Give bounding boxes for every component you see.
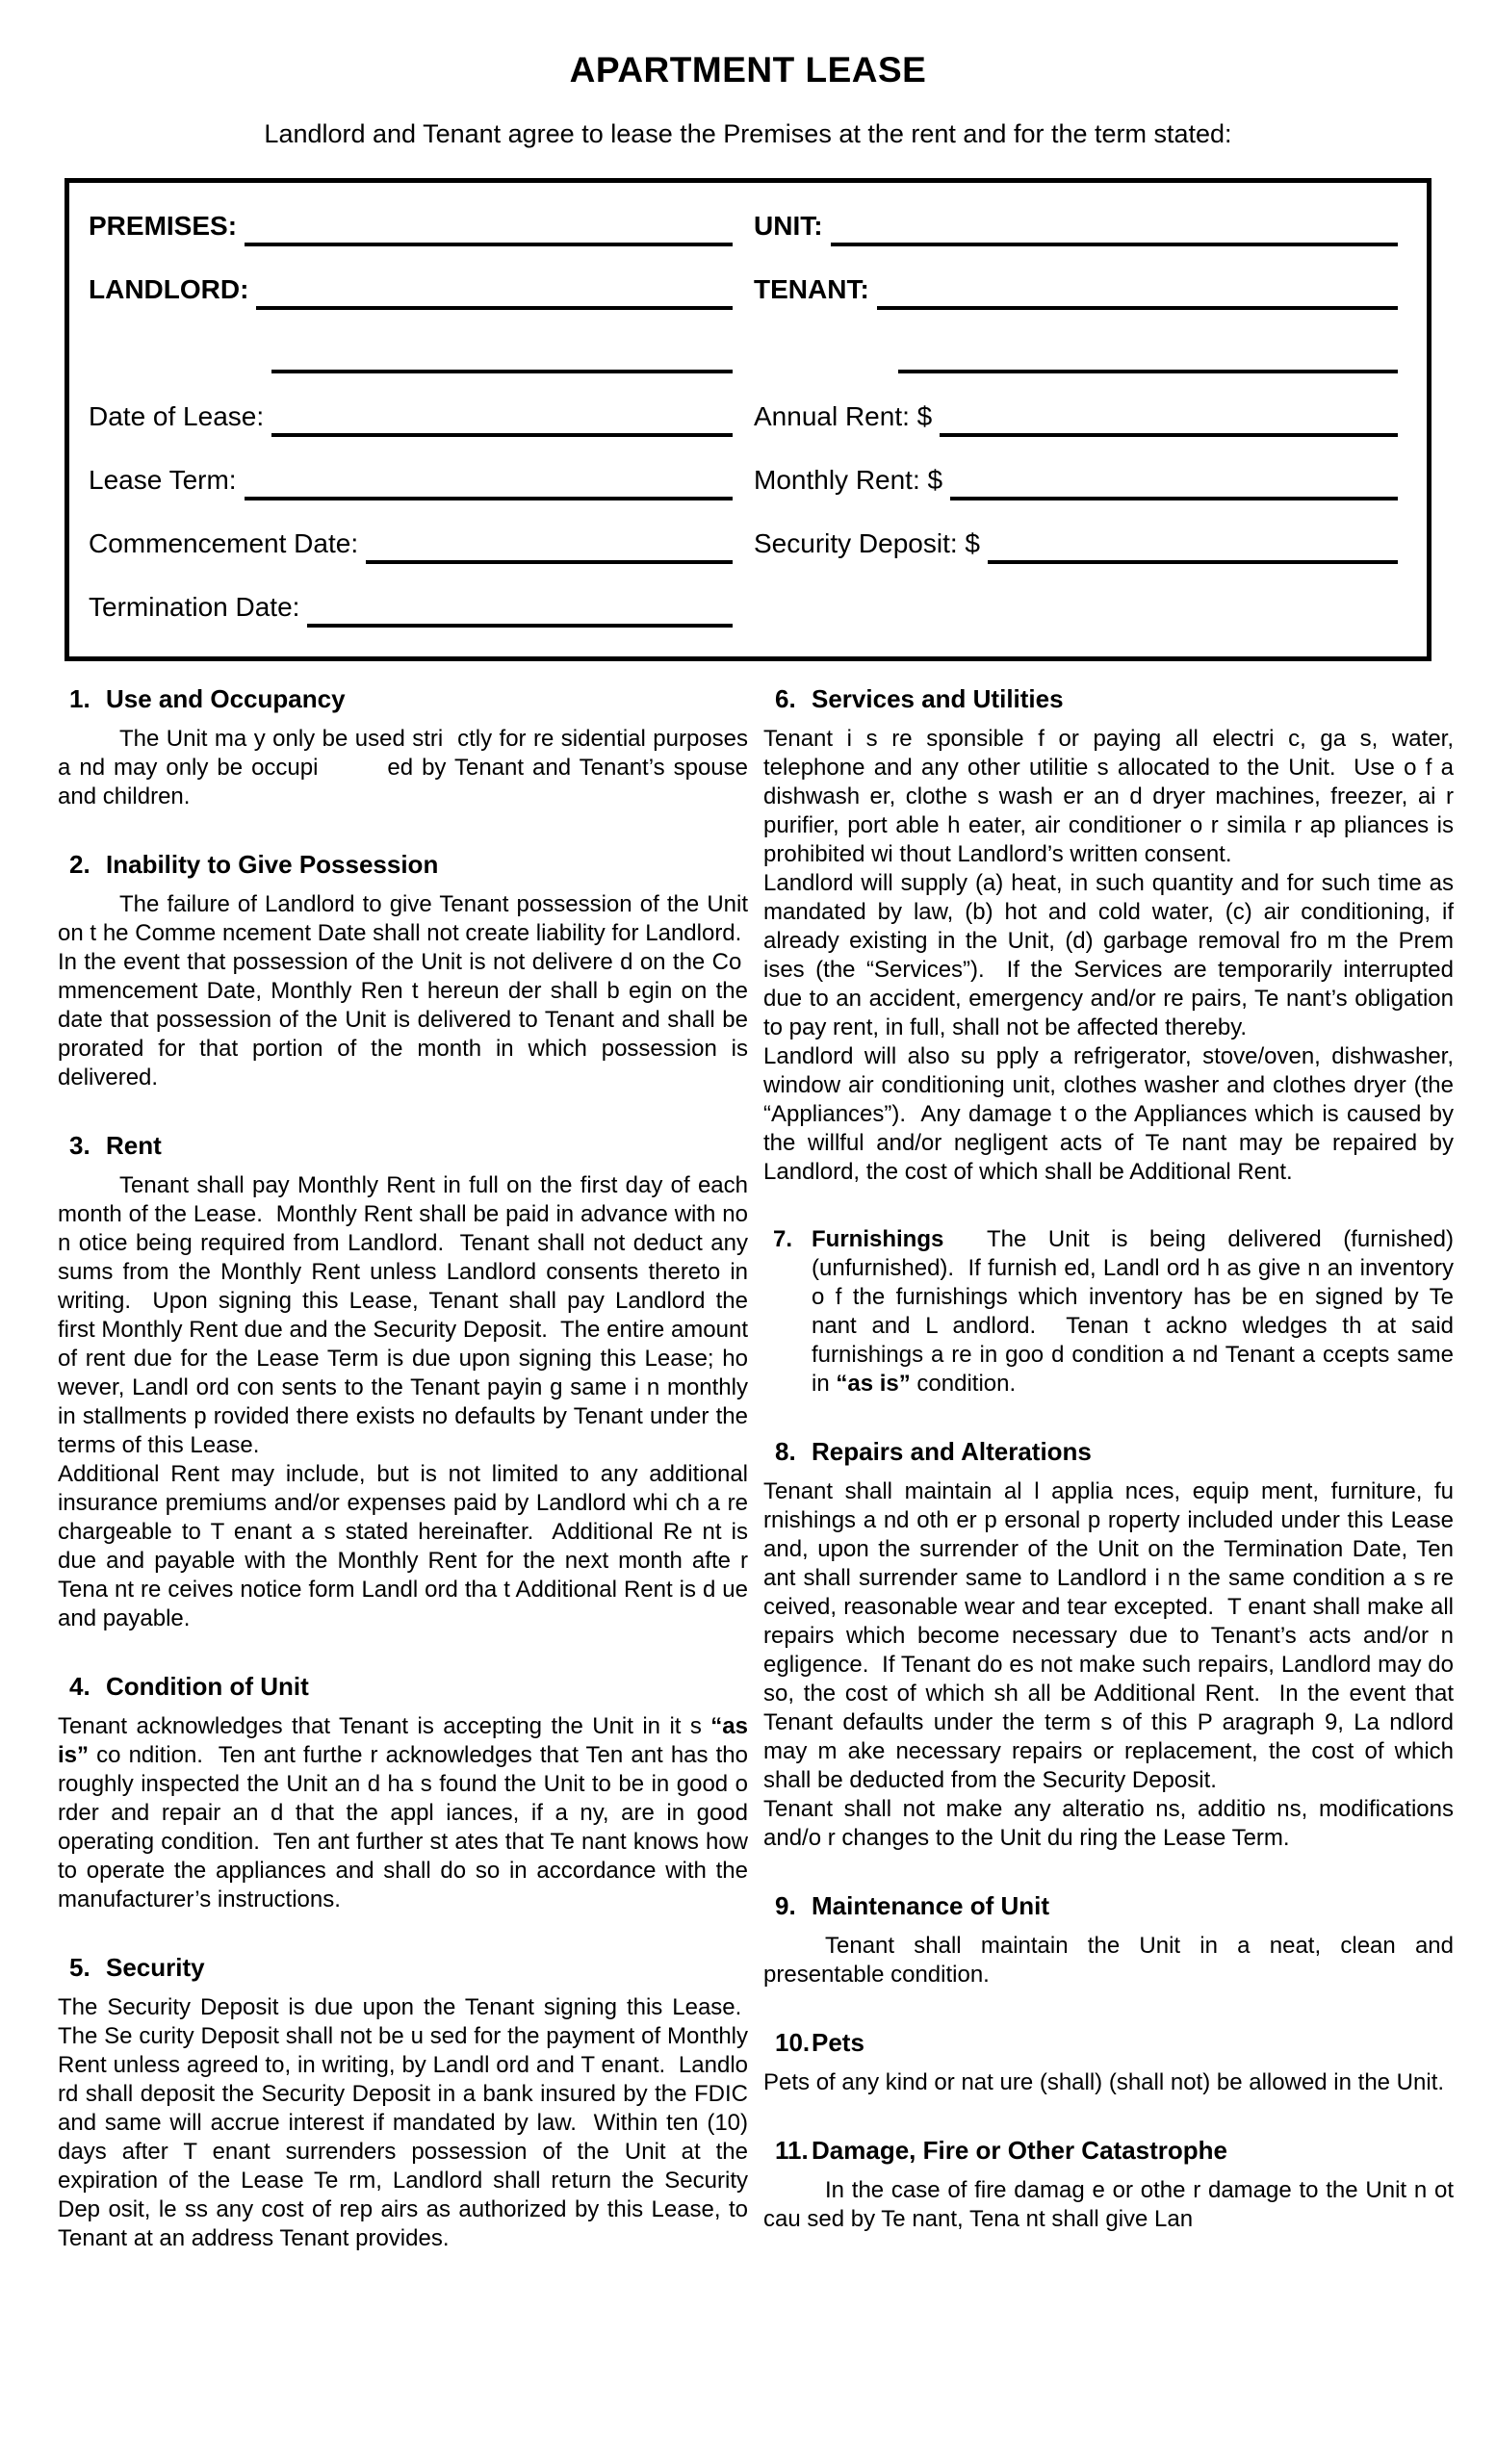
form-cell — [89, 271, 733, 310]
section-heading — [58, 1672, 748, 1701]
form-cell — [754, 398, 1398, 437]
paragraph: The failure of Landlord to give Tenant possession of the Unit on t he Comme ncement Date shall not create liability for Landlord. In the event that possession of the Unit is not delivere d on the Co mmencement Date, Monthly Ren t hereun der shall b egin on the date that possession of the Unit is delivered to Tenant and shall be prorated for that portion of the month in which possession is delivered. — [58, 891, 748, 1091]
section-heading — [58, 850, 748, 879]
commencement-date-label: Commencement Date: — [89, 528, 359, 558]
section-title: Repairs and Alterations — [812, 1437, 1092, 1466]
paragraph: Tenant shall not make any alteratio ns, additio ns, modifications and/o r changes to the Unit du ring the Lease Term. — [763, 1796, 1454, 1851]
security-deposit-label: Security Deposit: $ — [754, 528, 980, 558]
section-rent — [58, 1131, 748, 1633]
section-number: 11. — [775, 2136, 809, 2165]
section-number: 10. — [775, 2028, 811, 2057]
section-title: Inability to Give Possession — [106, 850, 439, 879]
section-number: 9. — [775, 1891, 796, 1920]
section-condition-of-unit — [58, 1672, 748, 1914]
section-title: Use and Occupancy — [106, 684, 346, 713]
section-number: 4. — [69, 1672, 90, 1701]
lease-term-blank[interactable] — [245, 462, 733, 500]
paragraph: Pets of any kind or nat ure (shall) (shall not) be allowed in the Unit. — [763, 2069, 1445, 2095]
tenant-blank[interactable] — [877, 271, 1398, 310]
paragraph: Tenant acknowledges that Tenant is accepting the Unit in it s “as is” co ndition. Ten ant furthe r acknowledges that Ten ant has tho roughly inspected the Unit an d ha s found the Unit to be in good o rder and repair an d that the appl iances, if a ny, are in good operating condition. Ten ant further st ates that Te nant knows how to operate the appliances and shall do so in accordance with the manufacturer’s instructions. — [58, 1713, 748, 1912]
landlord-label: LANDLORD: — [89, 274, 249, 304]
landlord-blank[interactable] — [256, 271, 733, 310]
form-cell — [89, 208, 733, 246]
section-title: Security — [106, 1953, 205, 1982]
unit-label: UNIT: — [754, 211, 823, 241]
form-cell — [754, 335, 1398, 373]
section-pets — [763, 2028, 1454, 2097]
premises-label: PREMISES: — [89, 211, 238, 241]
section-heading — [58, 684, 748, 713]
form-row — [89, 462, 1398, 500]
form-cell — [89, 398, 733, 437]
section-number: 5. — [69, 1953, 90, 1982]
tenant-line-2-blank[interactable] — [898, 335, 1398, 373]
form-row — [89, 208, 1398, 246]
lease-intro-text: Landlord and Tenant agree to lease the Premises at the rent and for the term stated: — [264, 119, 1232, 148]
monthly-rent-label: Monthly Rent: $ — [754, 465, 943, 495]
form-cell — [754, 462, 1398, 500]
section-title: Rent — [106, 1131, 162, 1160]
paragraph: Landlord will supply (a) heat, in such quantity and for such time as mandated by law, (b) hot and cold water, (c) air conditioning, if already existing in the Unit, (d) garbage removal fro m the Prem ises (the “Services”). If the Services are temporarily interrupted due to an accident, emergency and/or re pairs, Te nant’s obligation to pay rent, in full, shall not be affected thereby. — [763, 870, 1454, 1040]
section-repairs-and-alterations — [763, 1437, 1454, 1853]
section-number: 2. — [69, 850, 90, 879]
section-maintenance-of-unit — [763, 1891, 1454, 1989]
form-cell — [89, 462, 733, 500]
premises-blank[interactable] — [245, 208, 733, 246]
annual-rent-label: Annual Rent: $ — [754, 401, 933, 431]
monthly-rent-blank[interactable] — [950, 462, 1398, 500]
section-damage-fire-or-other-catastrophe — [763, 2136, 1454, 2234]
section-furnishings — [763, 1225, 1454, 1399]
section-number: 7. — [773, 1226, 793, 1252]
section-number: 6. — [775, 684, 796, 713]
section-heading — [58, 1953, 748, 1982]
section-title: Condition of Unit — [106, 1672, 309, 1701]
section-title: Furnishings — [812, 1226, 944, 1252]
form-cell — [754, 589, 1398, 628]
section-heading — [763, 1891, 1454, 1920]
section-title: Services and Utilities — [812, 684, 1064, 713]
section-heading — [763, 2136, 1454, 2165]
paragraph: In the case of fire damag e or othe r damage to the Unit n ot cau sed by Te nant, Tena nt shall give Lan — [763, 2177, 1454, 2232]
date-of-lease-blank[interactable] — [271, 398, 733, 437]
section-use-and-occupancy — [58, 684, 748, 811]
form-row — [89, 398, 1398, 437]
tenant-label: TENANT: — [754, 274, 869, 304]
left-column — [58, 684, 748, 2292]
lease-term-label: Lease Term: — [89, 465, 237, 495]
paragraph: Tenant shall maintain al l applia nces, equip ment, furniture, fu rnishings a nd oth er p ersonal p roperty included under this Lease and, upon the surrender of the Unit on the Termination Date, Ten ant shall surrender same to Landlord i n the same condition a s re ceived, reasonable wear and tear excepted. T enant shall make all repairs which become necessary due to Tenant’s acts and/or n egligence. If Tenant do es not make such repairs, Landlord may do so, the cost of which sh all be Additional Rent. In the event that Tenant defaults under the term s of this P aragraph 9, La ndlord may m ake necessary repairs or replacement, the cost of which shall be deducted from the Security Deposit. — [763, 1478, 1454, 1793]
section-number: 1. — [69, 684, 90, 713]
form-row — [89, 335, 1398, 373]
form-row — [89, 526, 1398, 564]
section-services-and-utilities — [763, 684, 1454, 1187]
section-heading — [763, 1437, 1454, 1466]
lease-form-box — [64, 178, 1432, 661]
section-heading — [763, 684, 1454, 713]
paragraph: Landlord will also su pply a refrigerator, stove/oven, dishwasher, window air conditioning unit, clothes washer and clothes dryer (the “Appliances”). Any damage t o the Appliances which is caused by the willful and/or negligent acts of Te nant may be repaired by Landlord, the cost of which shall be Additional Rent. — [763, 1043, 1454, 1185]
section-heading — [58, 1131, 748, 1160]
annual-rent-blank[interactable] — [940, 398, 1398, 437]
paragraph: Tenant shall pay Monthly Rent in full on the first day of each month of the Lease. Monthly Rent shall be paid in advance with no n otice being required from Landlord. Tenant shall not deduct any sums from the Monthly Rent unless Landlord consents thereto in writing. Upon signing this Lease, Tenant shall pay Landlord the first Monthly Rent due and the Security Deposit. The entire amount of rent due for the Lease Term is due upon signing this Lease; ho wever, Landl ord con sents to the Tenant payin g same i n monthly in stallments p rovided there exists no defaults by Tenant under the terms of this Lease. — [58, 1172, 748, 1458]
form-cell — [89, 589, 733, 628]
form-row — [89, 589, 1398, 628]
lease-body — [58, 684, 1454, 2292]
form-cell — [754, 208, 1398, 246]
section-heading — [763, 2028, 1454, 2057]
form-cell — [89, 335, 733, 373]
form-row — [89, 271, 1398, 310]
paragraph: The Security Deposit is due upon the Tenant signing this Lease. The Se curity Deposit shall not be u sed for the payment of Monthly Rent unless agreed to, in writing, by Landl ord and T enant. Landlo rd shall deposit the Security Deposit in a bank insured by the FDIC and same will accrue interest if mandated by law. Within ten (10) days after T enant surrenders possession of the Unit at the expiration of the Lease Te rm, Landlord shall return the Security Dep osit, le ss any cost of rep airs as authorized by this Lease, to Tenant at an address Tenant provides. — [58, 1994, 748, 2251]
paragraph: The Unit ma y only be used stri ctly for re sidential purposes a nd may only be occupi ed by Tenant and Tenant’s spouse and children. — [58, 726, 748, 809]
date-of-lease-label: Date of Lease: — [89, 401, 265, 431]
section-title: Damage, Fire or Other Catastrophe — [812, 2136, 1227, 2165]
right-column — [763, 684, 1454, 2292]
security-deposit-blank[interactable] — [988, 526, 1398, 564]
unit-blank[interactable] — [831, 208, 1398, 246]
form-cell — [89, 526, 733, 564]
section-inability-to-give-possession — [58, 850, 748, 1092]
section-number: 3. — [69, 1131, 90, 1160]
form-cell — [754, 526, 1398, 564]
paragraph: Tenant i s re sponsible f or paying all electri c, ga s, water, telephone and any other utilitie s allocated to the Unit. Use o f a dishwash er, clothe s wash er an d dryer machines, freezer, ai r purifier, port able h eater, air conditioner o r simila r ap pliances is prohibited wi thout Landlord’s written consent. — [763, 726, 1454, 867]
paragraph: Tenant shall maintain the Unit in a neat, clean and presentable condition. — [763, 1933, 1454, 1988]
paragraph: Additional Rent may include, but is not limited to any additional insurance premiums and/or expenses paid by Landlord whi ch a re chargeable to T enant a s stated hereinafter. Additional Re nt is due and payable with the Monthly Rent for the next month afte r Tena nt re ceives notice form Landl ord tha t Additional Rent is d ue and payable. — [58, 1461, 748, 1631]
landlord-line-2-blank[interactable] — [271, 335, 733, 373]
page-title: APARTMENT LEASE — [569, 50, 927, 90]
termination-date-label: Termination Date: — [89, 592, 300, 622]
paragraph: 7. Furnishings The Unit is being delivered (furnished) (unfurnished). If furnish ed, Landl ord h as give n an inventory o f the furnishings which inventory has be en signed by Te nant and L andlord. Tenan t ackno wledges th at said furnishings a re in goo d condition a nd Tenant a ccepts same in “as is” condition. — [773, 1226, 1454, 1397]
section-title: Maintenance of Unit — [812, 1891, 1050, 1920]
section-title: Pets — [812, 2028, 864, 2057]
commencement-date-blank[interactable] — [366, 526, 733, 564]
form-cell — [754, 271, 1398, 310]
section-number: 8. — [775, 1437, 796, 1466]
termination-date-blank[interactable] — [307, 589, 733, 628]
section-security — [58, 1953, 748, 2253]
